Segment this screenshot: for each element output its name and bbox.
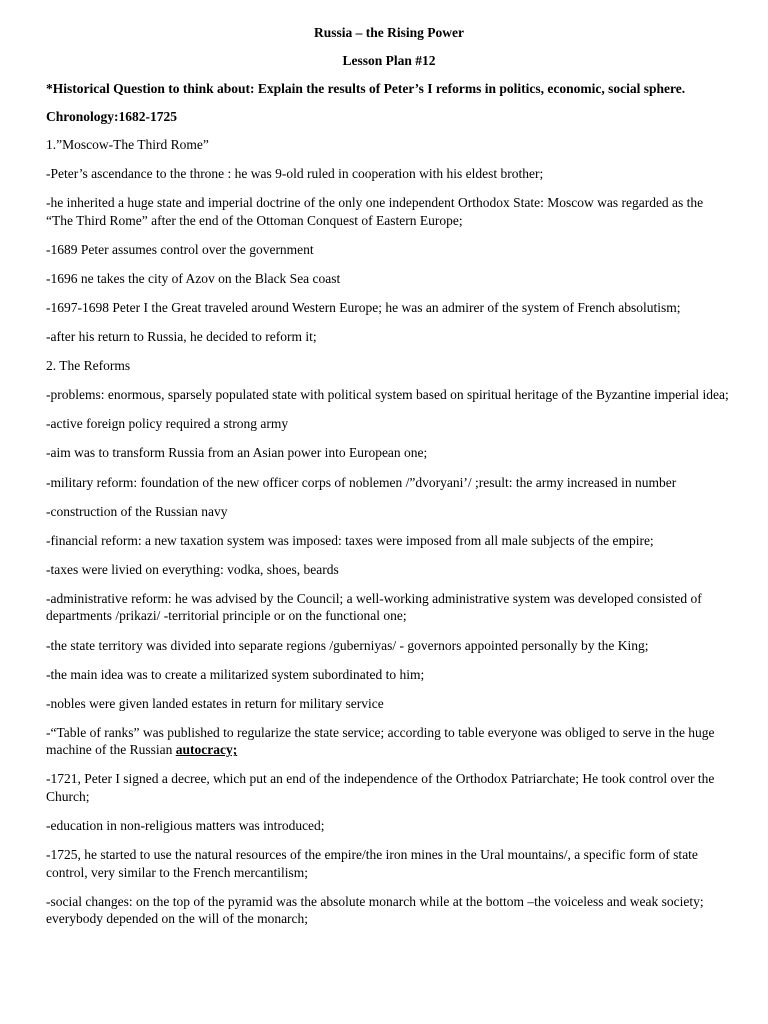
section-heading-reforms: 2. The Reforms — [46, 358, 131, 374]
paragraph: -financial reform: a new taxation system was imposed: taxes were imposed from all male subjects of the empire; — [46, 532, 654, 548]
paragraph: -the main idea was to create a militarized system subordinated to him; — [46, 666, 425, 682]
paragraph: -construction of the Russian navy — [46, 503, 228, 519]
paragraph: -he inherited a huge state and imperial doctrine of the only one independent Orthodox State: Moscow was regarded as the “The Third Rome” after the end of the Ottoman Conquest of Eastern Europe; — [46, 195, 704, 228]
document-title: Russia – the Rising Power — [313, 25, 464, 40]
paragraph: -active foreign policy required a strong army — [46, 416, 289, 432]
paragraph: -the state territory was divided into separate regions /guberniyas/ - governors appointed personally by the King; — [46, 637, 649, 653]
paragraph: -taxes were livied on everything: vodka, shoes, beards — [46, 561, 339, 577]
paragraph: -military reform: foundation of the new officer corps of noblemen /”dvoryani’/ ;result: the army increased in number — [46, 474, 677, 490]
paragraph: -1725, he started to use the natural resources of the empire/the iron mines in the Ural mountains/, a specific form of state control, very similar to the French mercantilism; — [46, 847, 698, 880]
paragraph: -1697-1698 Peter I the Great traveled around Western Europe; he was an admirer of the system of French absolutism; — [46, 299, 681, 315]
paragraph: -1689 Peter assumes control over the government — [46, 241, 314, 257]
paragraph: -problems: enormous, sparsely populated state with political system based on spiritual heritage of the Byzantine imperial idea; — [46, 387, 729, 403]
paragraph: -social changes: on the top of the pyramid was the absolute monarch while at the bottom –the voiceless and weak society; everybody depended on the will of the monarch; — [46, 893, 704, 927]
emphasized-term: autocracy; — [175, 742, 238, 758]
section-heading-moscow: 1.”Moscow-The Third Rome” — [46, 137, 209, 152]
historical-question: *Historical Question to think about: Explain the results of Peter’s I reforms in politics, economic, social sphere. — [46, 81, 686, 96]
paragraph: -education in non-religious matters was introduced; — [46, 817, 325, 833]
paragraph: -nobles were given landed estates in return for military service — [46, 695, 384, 711]
paragraph: -aim was to transform Russia from an Asian power into European one; — [46, 445, 428, 461]
paragraph: -1696 ne takes the city of Azov on the Black Sea coast — [46, 270, 341, 286]
chronology-heading: Chronology:1682-1725 — [46, 109, 178, 124]
paragraph: -administrative reform: he was advised by the Council; a well-working administrative system was developed consisted of departments /prikazi/ -territorial principle or on the functional one; — [46, 590, 702, 624]
paragraph: -Peter’s ascendance to the throne : he was 9-old ruled in cooperation with his eldest brother; — [46, 166, 544, 182]
paragraph: -after his return to Russia, he decided to reform it; — [46, 329, 317, 345]
paragraph-text: -“Table of ranks” was published to regularize the state service; according to table everyone was obliged to serve in the huge machine of the Russian — [46, 724, 715, 758]
paragraph: -1721, Peter I signed a decree, which put an end of the independence of the Orthodox Patriarchate; He took control over the Church; — [46, 771, 715, 804]
table-of-ranks-paragraph — [46, 724, 732, 759]
lesson-plan-number: Lesson Plan #12 — [342, 53, 436, 68]
